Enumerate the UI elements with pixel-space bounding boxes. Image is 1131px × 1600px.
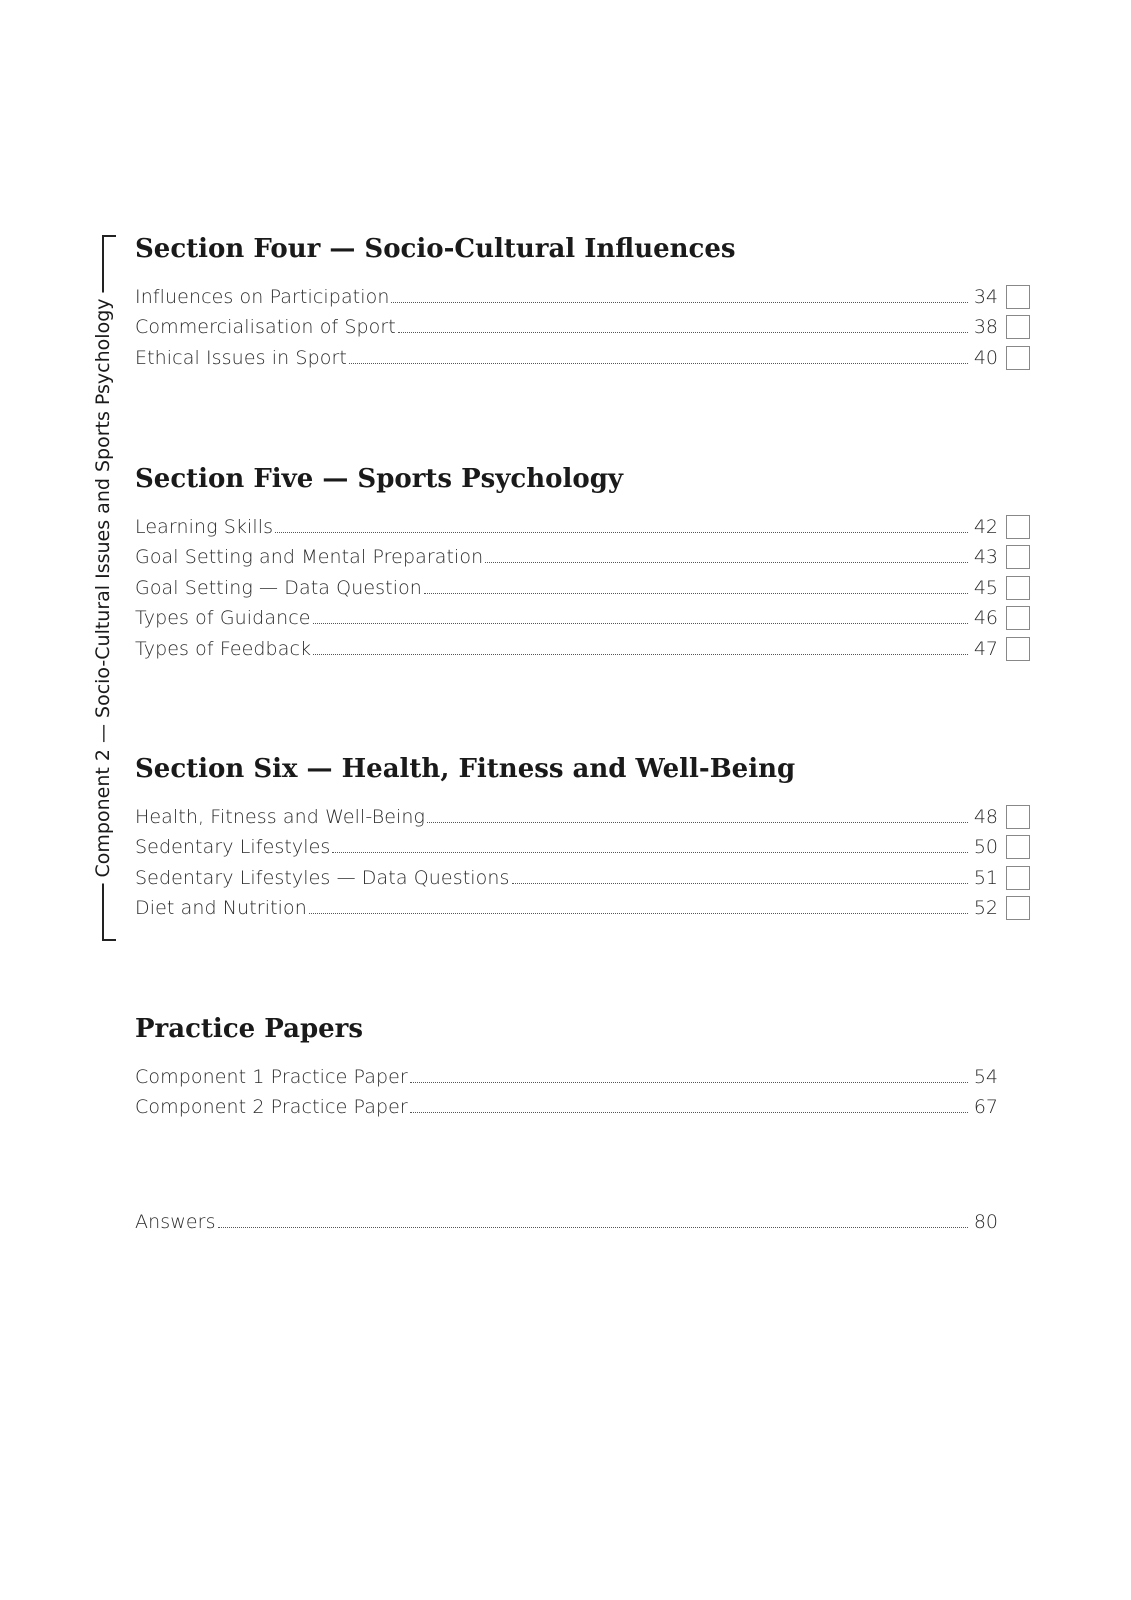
- toc-entry-page: 38: [973, 316, 998, 338]
- leader-dots: [309, 912, 968, 914]
- leader-dots: [313, 622, 968, 624]
- progress-checkbox[interactable]: [1006, 805, 1030, 829]
- leader-dots: [349, 362, 968, 364]
- section-title: Section Four — Socio-Cultural Influences: [135, 234, 736, 264]
- leader-dots: [427, 821, 968, 823]
- toc-entry-label: Component 1 Practice Paper: [135, 1065, 408, 1088]
- leader-dots: [391, 301, 968, 303]
- leader-dots: [313, 653, 968, 655]
- section-title: Section Six — Health, Fitness and Well-Being: [135, 754, 796, 784]
- progress-checkbox[interactable]: [1006, 866, 1030, 890]
- section-title: Section Five — Sports Psychology: [135, 464, 623, 494]
- toc-entry-page: 45: [973, 576, 998, 599]
- toc-entry-label: Goal Setting — Data Question: [135, 576, 422, 599]
- toc-entry[interactable]: [135, 859, 1030, 890]
- toc-entry[interactable]: [135, 630, 1030, 661]
- leader-dots: [410, 1081, 968, 1083]
- toc-entry-page: 46: [973, 607, 998, 629]
- leader-dots: [218, 1226, 968, 1228]
- progress-checkbox[interactable]: [1006, 835, 1030, 859]
- leader-dots: [410, 1111, 968, 1113]
- section-six: [135, 752, 1030, 920]
- section-title: Practice Papers: [135, 1014, 363, 1044]
- progress-checkbox[interactable]: [1006, 637, 1030, 661]
- toc-entry-label: Types of Guidance: [135, 607, 311, 629]
- progress-checkbox[interactable]: [1006, 576, 1030, 600]
- leader-dots: [398, 331, 968, 333]
- toc-entry-label: Diet and Nutrition: [135, 897, 307, 919]
- toc-entry[interactable]: [135, 1089, 1030, 1120]
- toc-entry-page: 80: [973, 1210, 998, 1233]
- toc-entry-page: 51: [973, 866, 998, 889]
- toc-entry-page: 48: [973, 805, 998, 828]
- toc-entry-page: 47: [973, 637, 998, 660]
- leader-dots: [275, 531, 968, 533]
- toc-entry[interactable]: [135, 890, 1030, 921]
- progress-checkbox[interactable]: [1006, 515, 1030, 539]
- leader-dots: [332, 851, 968, 853]
- toc-entry-label: Sedentary Lifestyles — Data Questions: [135, 866, 510, 889]
- toc-entry[interactable]: [135, 569, 1030, 600]
- toc-entry-label: Health, Fitness and Well-Being: [135, 805, 426, 828]
- side-label: Component 2 — Socio-Cultural Issues and Sports Psychology: [92, 293, 114, 884]
- progress-checkbox[interactable]: [1006, 285, 1030, 309]
- toc-entry-label: Component 2 Practice Paper: [135, 1096, 408, 1118]
- practice-papers-section: [135, 1012, 1030, 1119]
- toc-entry[interactable]: [135, 798, 1030, 829]
- toc-entry[interactable]: [135, 278, 1030, 309]
- toc-entry-label: Goal Setting and Mental Preparation: [135, 546, 484, 568]
- section-four: [135, 232, 1030, 370]
- toc-entry-label: Answers: [135, 1210, 216, 1233]
- toc-entry-label: Types of Feedback: [135, 637, 312, 660]
- leader-dots: [512, 882, 969, 884]
- toc-entry[interactable]: [135, 829, 1030, 860]
- toc-entry[interactable]: [135, 339, 1030, 370]
- toc-entry[interactable]: [135, 600, 1030, 631]
- toc-entry[interactable]: [135, 539, 1030, 570]
- progress-checkbox[interactable]: [1006, 606, 1030, 630]
- toc-entry-label: Ethical Issues in Sport: [135, 346, 347, 369]
- progress-checkbox[interactable]: [1006, 896, 1030, 920]
- toc-entry-page: 50: [973, 836, 998, 858]
- toc-entry-page: 34: [973, 285, 998, 308]
- toc-entry-label: Commercialisation of Sport: [135, 316, 396, 338]
- toc-entry[interactable]: [135, 508, 1030, 539]
- section-five: [135, 462, 1030, 661]
- toc-entry-page: 43: [973, 546, 998, 568]
- toc-entry-label: Sedentary Lifestyles: [135, 836, 331, 858]
- toc-entry-page: 52: [973, 897, 998, 919]
- toc-entry-page: 54: [973, 1065, 998, 1088]
- toc-entry-page: 42: [973, 515, 998, 538]
- toc-entry[interactable]: [135, 1203, 1030, 1234]
- leader-dots: [485, 561, 968, 563]
- answers-section: [135, 1203, 1030, 1234]
- toc-entry-page: 67: [973, 1096, 998, 1118]
- leader-dots: [424, 592, 968, 594]
- toc-entry-label: Learning Skills: [135, 515, 274, 538]
- toc-entry-page: 40: [973, 346, 998, 369]
- progress-checkbox[interactable]: [1006, 545, 1030, 569]
- progress-checkbox[interactable]: [1006, 346, 1030, 370]
- toc-entry[interactable]: [135, 309, 1030, 340]
- toc-entry-label: Influences on Participation: [135, 285, 390, 308]
- toc-entry[interactable]: [135, 1058, 1030, 1089]
- progress-checkbox[interactable]: [1006, 315, 1030, 339]
